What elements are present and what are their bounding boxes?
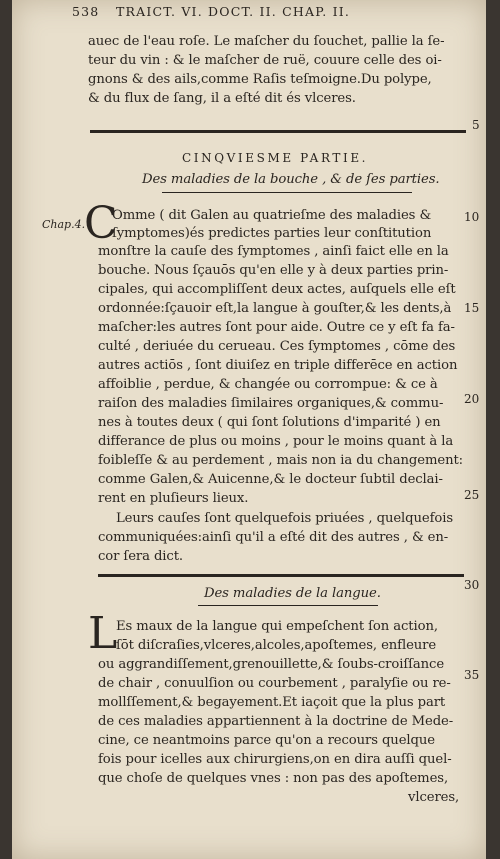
text-line: cine, ce neantmoins parce qu'on a recours quelque bbox=[98, 733, 435, 748]
text-line: foibleſſe & au perdement , mais non ia du changement: bbox=[98, 453, 464, 468]
text-line: nes à toutes deux ( qui ſont ſolutions d'imparité ) en bbox=[98, 415, 441, 430]
text-line: ſymptomes)és predictes parties leur conſtitution bbox=[112, 226, 432, 241]
text-line: teur du vin : & le maſcher de ruë, couure celle des oi- bbox=[88, 53, 442, 68]
catchword: vlceres, bbox=[408, 790, 460, 805]
text-line: differance de plus ou moins , pour le moins quant à la bbox=[98, 434, 454, 449]
text-line: rent en pluſieurs lieux. bbox=[98, 491, 249, 506]
text-line: cipales, qui accompliſſent deux actes, auſquels elle eſt bbox=[98, 282, 456, 297]
section-title: CINQVIESME PARTIE. bbox=[182, 151, 369, 165]
text-line: raiſon des maladies ſimilaires organiques,& commu- bbox=[98, 396, 444, 411]
text-line: communiquées:ainſi qu'il a eſté dit des autres , & en- bbox=[98, 530, 449, 545]
section-rule bbox=[98, 574, 464, 577]
text-line: ſōt diſcraſies,vlceres,alcoles,apoſtemes, enfleure bbox=[116, 638, 437, 653]
text-line: affoiblie , perdue, & changée ou corrompue: & ce à bbox=[98, 377, 438, 392]
text-line: fois pour icelles aux chirurgiens,on en dira auſſi quel- bbox=[98, 752, 452, 767]
text-line: autres actiōs , ſont diuiſez en triple differēce en action bbox=[98, 358, 458, 373]
text-line: maſcher:les autres ſont pour aide. Outre ce y eſt fa fa- bbox=[98, 320, 455, 335]
line-number: 15 bbox=[464, 301, 480, 315]
subsection-title: Des maladies de la langue. bbox=[204, 586, 381, 601]
text-line: mollſſement,& begayement.Et iaçoit que la plus part bbox=[98, 695, 446, 710]
margin-note: Chap.4. bbox=[42, 218, 86, 231]
line-number: 35 bbox=[464, 668, 480, 682]
book-page bbox=[12, 0, 486, 859]
text-line: Es maux de la langue qui empeſchent ſon action, bbox=[116, 619, 438, 634]
section-rule bbox=[90, 130, 466, 133]
drop-cap: L bbox=[88, 608, 118, 659]
subtitle-underline bbox=[198, 605, 378, 606]
text-line: ou aggrandiſſement,grenouillette,& ſoubs-croiſſance bbox=[98, 657, 445, 672]
text-line: ordonnée:ſçauoir eſt,la langue à gouſter,& les dents,à bbox=[98, 301, 452, 316]
text-line: Omme ( dit Galen au quatrieſme des maladies & bbox=[112, 208, 432, 223]
page-number: 538 bbox=[72, 4, 100, 19]
drop-cap: C bbox=[84, 198, 118, 249]
line-number: 30 bbox=[464, 578, 480, 592]
text-line: que choſe de quelques vnes : non pas des apoſtemes, bbox=[98, 771, 449, 786]
text-line: comme Galen,& Auicenne,& le docteur ſubtil declai- bbox=[98, 472, 443, 487]
text-line: cor ſera dict. bbox=[98, 549, 184, 564]
section-subtitle: Des maladies de la bouche , & de ſes parties. bbox=[142, 172, 440, 187]
running-title: TRAICT. VI. DOCT. II. CHAP. II. bbox=[116, 4, 351, 19]
text-line: monſtre la cauſe des ſymptomes , ainſi faict elle en la bbox=[98, 244, 449, 259]
text-line: & du flux de ſang, il a eſté dit és vlceres. bbox=[88, 91, 356, 106]
text-line: de ces maladies appartiennent à la doctrine de Mede- bbox=[98, 714, 454, 729]
margin-mark: 5 bbox=[472, 118, 480, 132]
subtitle-underline bbox=[162, 192, 412, 193]
text-line: de chair , conuulſion ou courbement , paralyſie ou re- bbox=[98, 676, 451, 691]
line-number: 25 bbox=[464, 488, 480, 502]
text-line: gnons & des ails,comme Raſis teſmoigne.Du polype, bbox=[88, 72, 432, 87]
line-number: 10 bbox=[464, 210, 480, 224]
text-line: Leurs cauſes ſont quelquefois priuées , quelquefois bbox=[116, 511, 454, 526]
text-line: auec de l'eau roſe. Le maſcher du ſouchet, pallie la ſe- bbox=[88, 34, 445, 49]
line-number: 20 bbox=[464, 392, 480, 406]
text-line: culté , deriuée du cerueau. Ces ſymptomes , cōme des bbox=[98, 339, 456, 354]
text-line: bouche. Nous ſçauōs qu'en elle y à deux parties prin- bbox=[98, 263, 449, 278]
